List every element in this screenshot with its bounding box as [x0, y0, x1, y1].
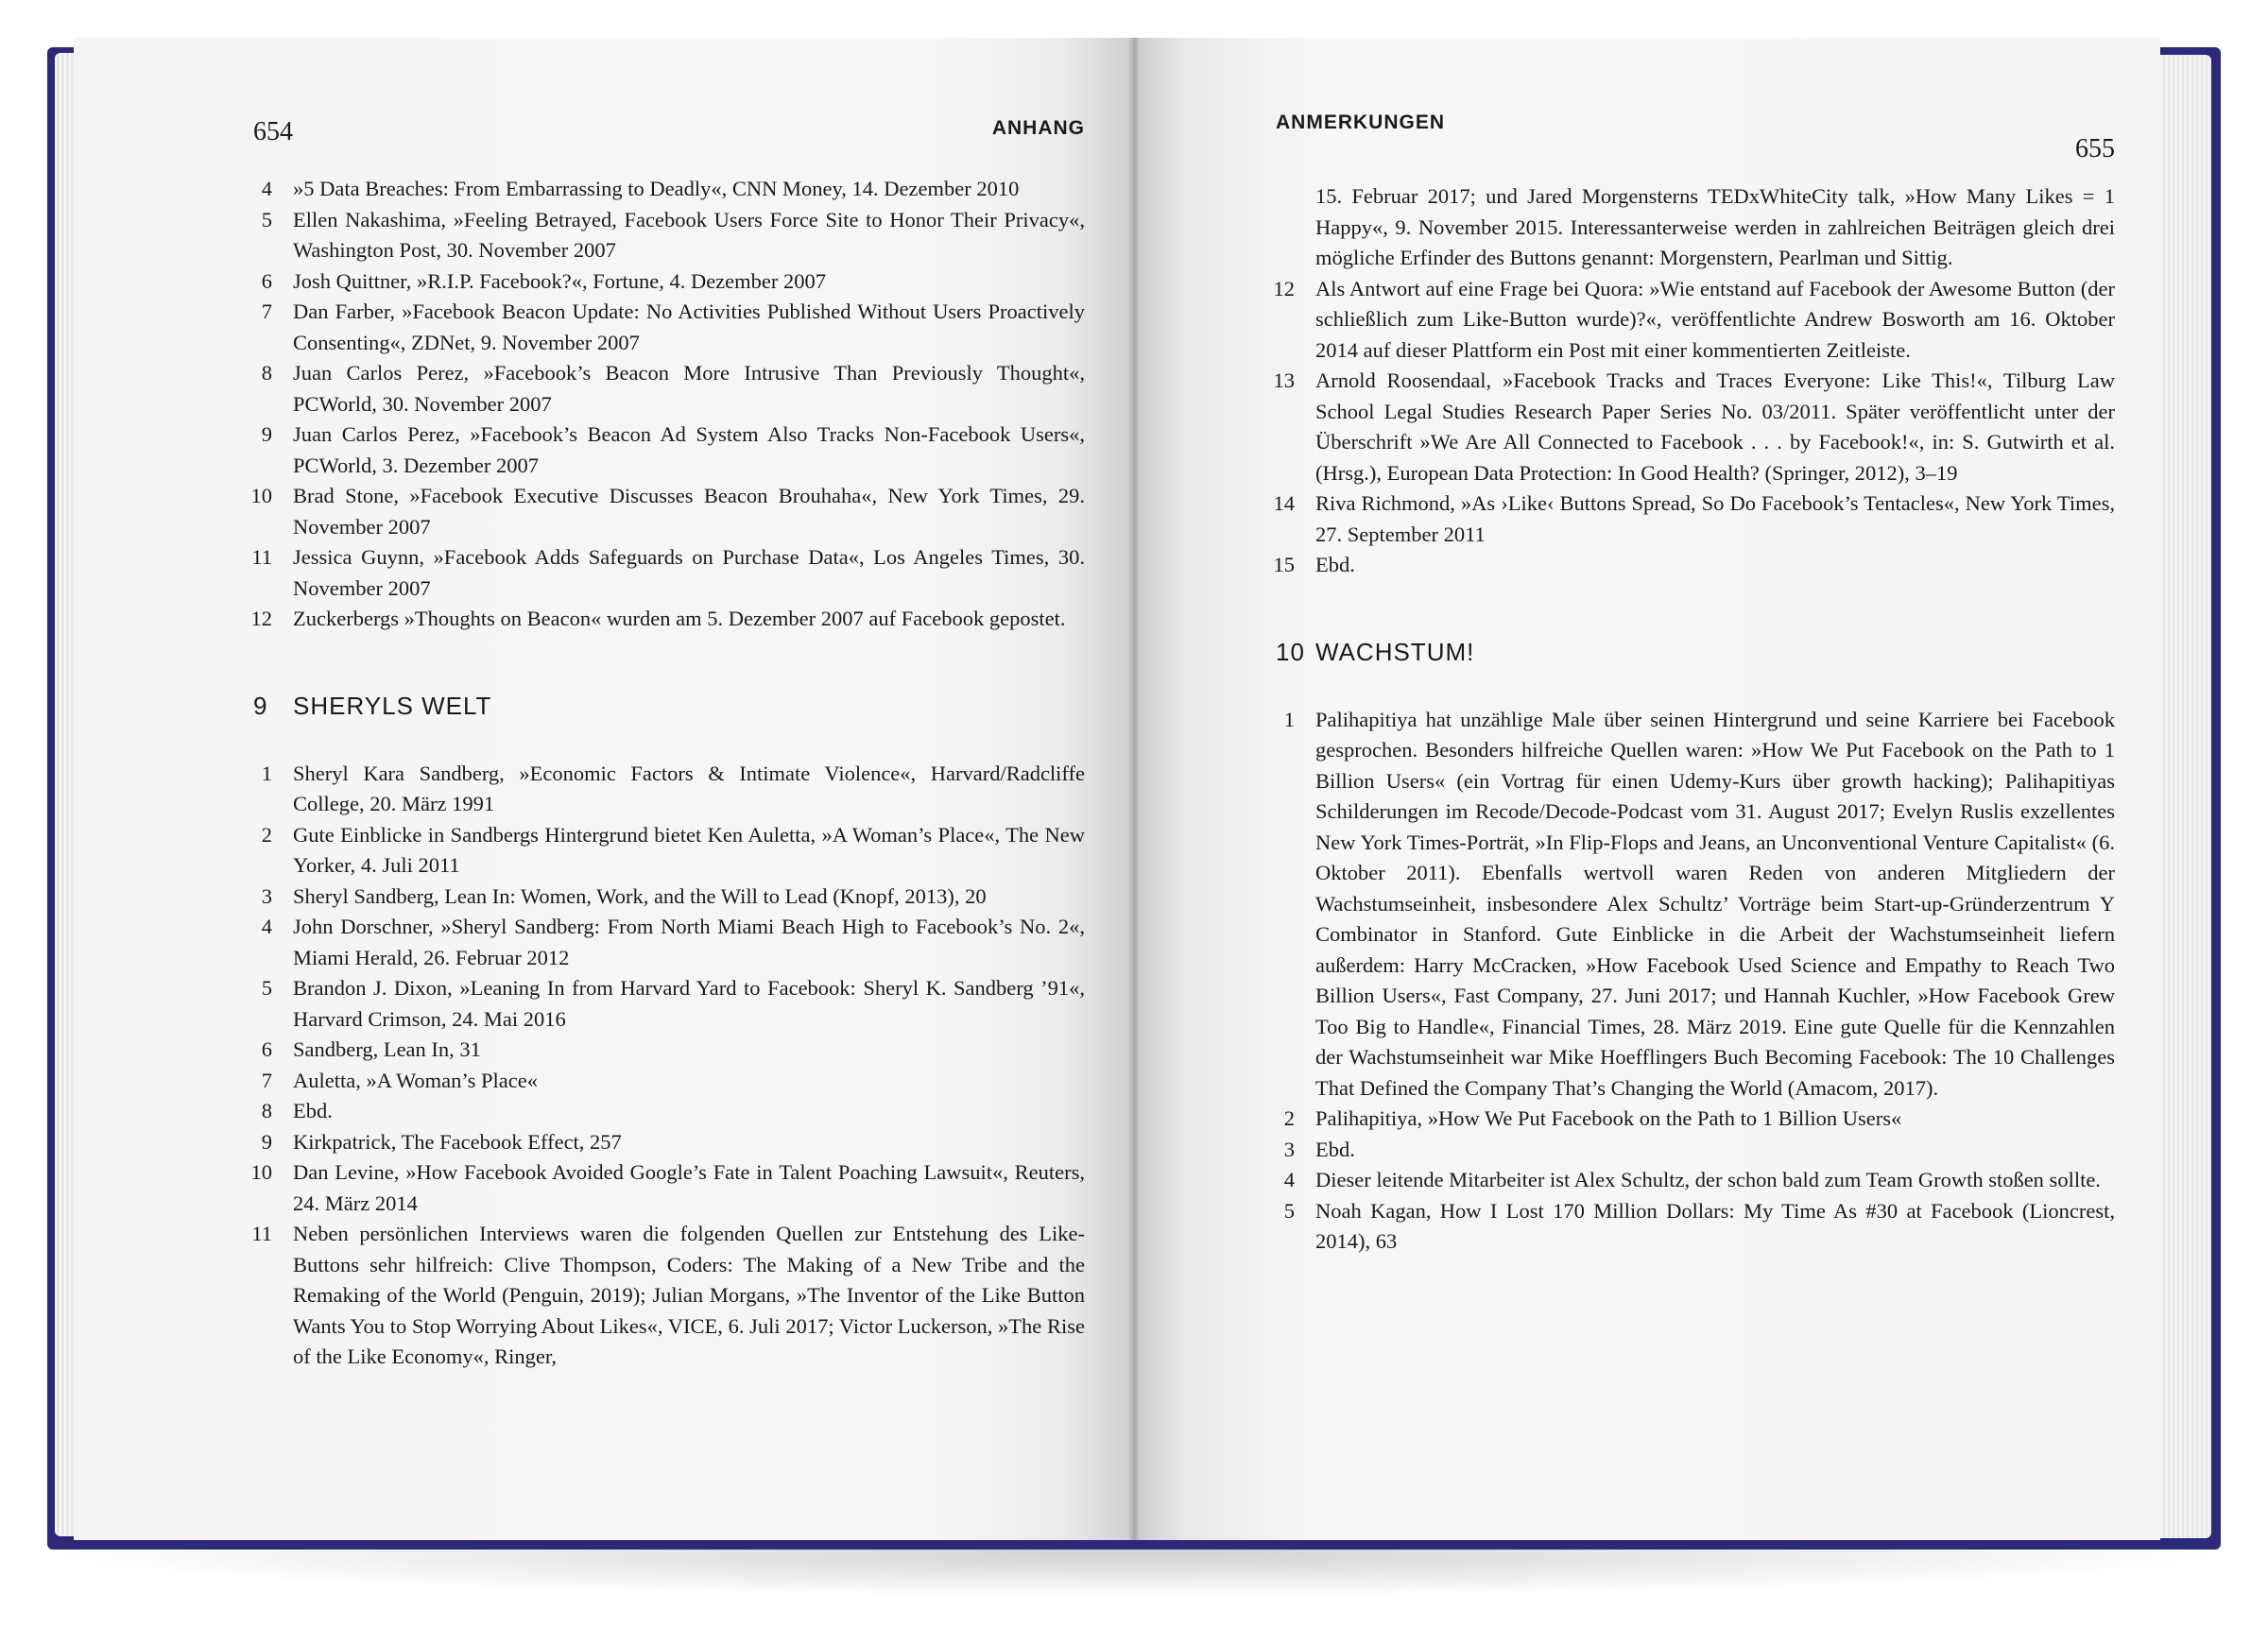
left-page: [74, 38, 1134, 1540]
endnote: [253, 358, 1085, 420]
endnote-number: 9: [261, 422, 272, 446]
endnote: [253, 420, 1085, 481]
endnote-number: 6: [261, 1037, 272, 1061]
endnote-number: 4: [261, 177, 272, 200]
endnote-number: 3: [261, 883, 272, 908]
endnote-text: 15. Februar 2017; und Jared Morgensterns TEDxWhiteCity talk, »How Many Likes = 1 Happy«, 9. November 2015. Interessanterweise werden in zahlreichen Beiträgen gleich drei mögliche Erfinder des Buttons genannt: Morgenstern, Pearlman und Sittig.: [1315, 184, 2115, 269]
page-number: 654: [253, 117, 293, 146]
endnote-number: 12: [1273, 276, 1295, 300]
running-head: ANMERKUNGEN: [1276, 111, 1445, 133]
endnote-text: Neben persönlichen Interviews waren die folgenden Quellen zur Entstehung des Like-Buttons sehr hilfreich: Clive Thompson, Coders: The Making of a New Tribe and the Remaking of the World (Penguin, 2019); Julian Morgans, »The Inventor of the Like Button Wants You to Stop Worrying About Likes«, VICE, 6. Juli 2017; Victor Luckerson, »The Rise of the Like Economy«, Ringer,: [293, 1222, 1085, 1368]
left-page-header: [253, 117, 1085, 163]
endnote-text: Brad Stone, »Facebook Executive Discusses Beacon Brouhaha«, New York Times, 29. November 2007: [293, 484, 1085, 539]
endnote: [253, 1096, 1085, 1127]
endnote: [250, 481, 1085, 542]
endnote: [1273, 274, 2115, 367]
chapter-heading: [253, 692, 1085, 721]
endnotes-list: [1273, 181, 2115, 581]
endnote-number: 5: [261, 976, 272, 1000]
endnote-text: Zuckerbergs »Thoughts on Beacon« wurden am 5. Dezember 2007 auf Facebook gepostet.: [293, 607, 1066, 630]
endnote: [253, 882, 1085, 913]
page-number: 655: [2075, 134, 2115, 163]
endnote-text: Auletta, »A Woman’s Place«: [293, 1068, 538, 1092]
endnotes-list: [250, 174, 1085, 635]
endnote: [253, 1127, 1085, 1158]
endnote-text: Ebd.: [1315, 553, 1355, 576]
running-head: ANHANG: [991, 117, 1085, 139]
endnote-number: 5: [261, 207, 272, 231]
endnote-number: 7: [261, 1068, 272, 1092]
endnote-number: 2: [1283, 1106, 1295, 1130]
endnote: [253, 1035, 1085, 1066]
chapter-title: SHERYLS WELT: [293, 691, 492, 720]
endnote-number: 10: [250, 1160, 272, 1184]
endnote-text: Ellen Nakashima, »Feeling Betrayed, Facebook Users Force Site to Honor Their Privacy«, Washington Post, 30. November 2007: [293, 207, 1085, 262]
chapter-title: WACHSTUM!: [1315, 637, 1475, 666]
endnote-number: 11: [251, 545, 272, 569]
endnote: [250, 604, 1085, 635]
endnote: [1276, 181, 2115, 274]
endnote-number: 8: [261, 1099, 272, 1122]
endnote-number: 2: [261, 822, 272, 847]
endnote: [253, 174, 1085, 205]
endnote-number: 13: [1273, 368, 1295, 392]
endnote-text: Brandon J. Dixon, »Leaning In from Harvard Yard to Facebook: Sheryl K. Sandberg ’91«, Harvard Crimson, 24. Mai 2016: [293, 976, 1085, 1031]
endnote-text: Noah Kagan, How I Lost 170 Million Dollars: My Time As #30 at Facebook (Lioncrest, 2014), 63: [1315, 1198, 2115, 1253]
endnote-number: 6: [261, 268, 272, 293]
endnote: [1276, 1135, 2115, 1166]
endnote-text: Dan Levine, »How Facebook Avoided Google’s Fate in Talent Poaching Lawsuit«, Reuters, 24. März 2014: [293, 1160, 1085, 1215]
chapter-number: 10: [1276, 637, 1305, 666]
endnote-text: Josh Quittner, »R.I.P. Facebook?«, Fortune, 4. Dezember 2007: [293, 268, 827, 293]
endnote-number: 4: [1283, 1168, 1295, 1191]
endnotes-list: [250, 759, 1085, 1373]
endnote-text: »5 Data Breaches: From Embarrassing to Deadly«, CNN Money, 14. Dezember 2010: [293, 177, 1020, 200]
endnote: [1276, 1165, 2115, 1196]
endnote-number: 4: [261, 915, 272, 938]
chapter-heading: [1276, 638, 2115, 667]
endnote-number: 1: [261, 761, 272, 785]
endnote: [253, 759, 1085, 820]
endnotes-list: [1276, 705, 2115, 1258]
endnote-number: 9: [261, 1129, 272, 1154]
endnote: [253, 266, 1085, 298]
endnote-number: 1: [1283, 707, 1295, 731]
right-page: [1134, 38, 2160, 1540]
endnote-text: Dieser leitende Mitarbeiter ist Alex Schultz, der schon bald zum Team Growth stoßen sollte.: [1315, 1168, 2101, 1191]
endnote: [253, 297, 1085, 358]
endnote: [253, 1066, 1085, 1097]
endnote-text: Palihapitiya hat unzählige Male über seinen Hintergrund und seine Karriere bei Facebook gesprochen. Besonders hilfreiche Quellen waren: »How We Put Facebook on the Path to 1 Billion Users« (ein Vortrag für einen Udemy-Kurs über growth hacking); Palihapitiyas Schilderungen im Recode/Decode-Podcast vom 31. August 2017; Evelyn Ruslis exzellentes New York Times-Porträt, »In Flip-Flops and Jeans, an Unconventional Venture Capitalist« (6. Oktober 2011). Ebenfalls wertvoll waren Reden von anderen Mitgliedern der Wachstumseinheit, insbesondere Alex Schultz’ Vorträge beim Start-up-Gründerzentrum Y Combinator in Stanford. Gute Einblicke in die Arbeit der Wachstumseinheit liefern außerdem: Harry McCracken, »How Facebook Used Science and Empathy to Reach Two Billion Users«, Fast Company, 27. Juni 2017; und Hannah Kuchler, »How Facebook Grew Too Big to Handle«, Financial Times, 28. März 2019. Eine gute Quelle für die Kennzahlen der Wachstumseinheit war Mike Hoefflingers Buch Becoming Facebook: The 10 Challenges That Defined the Company That’s Changing the World (Amacom, 2017).: [1315, 707, 2115, 1100]
endnote-number: 11: [251, 1222, 272, 1245]
endnote-number: 7: [261, 300, 272, 323]
endnote-text: Juan Carlos Perez, »Facebook’s Beacon Ad System Also Tracks Non-Facebook Users«, PCWorld, 3. Dezember 2007: [293, 422, 1085, 477]
right-page-header: [1276, 111, 2115, 163]
endnote: [253, 820, 1085, 882]
endnote-text: Ebd.: [1315, 1137, 1355, 1161]
endnote: [253, 205, 1085, 266]
endnote: [1276, 1196, 2115, 1258]
endnote-text: Jessica Guynn, »Facebook Adds Safeguards on Purchase Data«, Los Angeles Times, 30. November 2007: [293, 545, 1085, 600]
endnote: [1273, 488, 2115, 550]
book-gutter: [1128, 38, 1140, 1540]
endnote-text: Juan Carlos Perez, »Facebook’s Beacon More Intrusive Than Previously Thought«, PCWorld, 30. November 2007: [293, 361, 1085, 416]
endnote-number: 3: [1283, 1137, 1295, 1161]
endnote: [250, 1157, 1085, 1219]
endnote-number: 15: [1273, 553, 1295, 576]
endnote-number: 8: [261, 361, 272, 385]
endnote-text: Ebd.: [293, 1099, 333, 1122]
endnote-text: Sheryl Kara Sandberg, »Economic Factors & Intimate Violence«, Harvard/Radcliffe College, 20. März 1991: [293, 761, 1085, 815]
endnote-number: 5: [1283, 1198, 1295, 1223]
endnote-text: John Dorschner, »Sheryl Sandberg: From North Miami Beach High to Facebook’s No. 2«, Miami Herald, 26. Februar 2012: [293, 915, 1085, 969]
endnote-number: 10: [250, 484, 272, 507]
endnote-text: Palihapitiya, »How We Put Facebook on the Path to 1 Billion Users«: [1315, 1106, 1902, 1130]
endnote-text: Gute Einblicke in Sandbergs Hintergrund bietet Ken Auletta, »A Woman’s Place«, The New Yorker, 4. Juli 2011: [293, 822, 1085, 877]
endnote-text: Sandberg, Lean In, 31: [293, 1037, 481, 1061]
endnote: [253, 912, 1085, 973]
endnote: [1273, 366, 2115, 488]
endnote: [1273, 550, 2115, 581]
endnote-text: Arnold Roosendaal, »Facebook Tracks and Traces Everyone: Like This!«, Tilburg Law School Legal Studies Research Paper Series No. 03/2011. Später veröffentlicht unter der Überschrift »We Are All Connected to Facebook . . . by Facebook!«, in: S. Gutwirth et al. (Hrsg.), European Data Protection: In Good Health? (Springer, 2012), 3–19: [1315, 368, 2115, 485]
endnote-text: Sheryl Sandberg, Lean In: Women, Work, and the Will to Lead (Knopf, 2013), 20: [293, 883, 987, 908]
endnote-number: 12: [250, 607, 272, 630]
endnote-text: Dan Farber, »Facebook Beacon Update: No Activities Published Without Users Proactively Consenting«, ZDNet, 9. November 2007: [293, 300, 1085, 354]
endnote-text: Riva Richmond, »As ›Like‹ Buttons Spread, So Do Facebook’s Tentacles«, New York Times, 27. September 2011: [1315, 491, 2115, 546]
endnote: [253, 542, 1085, 604]
endnote-text: Als Antwort auf eine Frage bei Quora: »Wie entstand auf Facebook der Awesome Button (der schließlich zum Like-Button wurde)?«, veröffentlichte Andrew Bosworth am 16. Oktober 2014 auf dieser Plattform ein Post mit einer kommentierten Zeitleiste.: [1315, 276, 2115, 362]
endnote: [1276, 1104, 2115, 1135]
endnote: [253, 973, 1085, 1035]
endnote-text: Kirkpatrick, The Facebook Effect, 257: [293, 1129, 622, 1154]
endnote-number: 14: [1273, 491, 1295, 515]
endnote: [253, 1219, 1085, 1373]
endnote: [1276, 705, 2115, 1105]
chapter-number: 9: [253, 691, 268, 720]
